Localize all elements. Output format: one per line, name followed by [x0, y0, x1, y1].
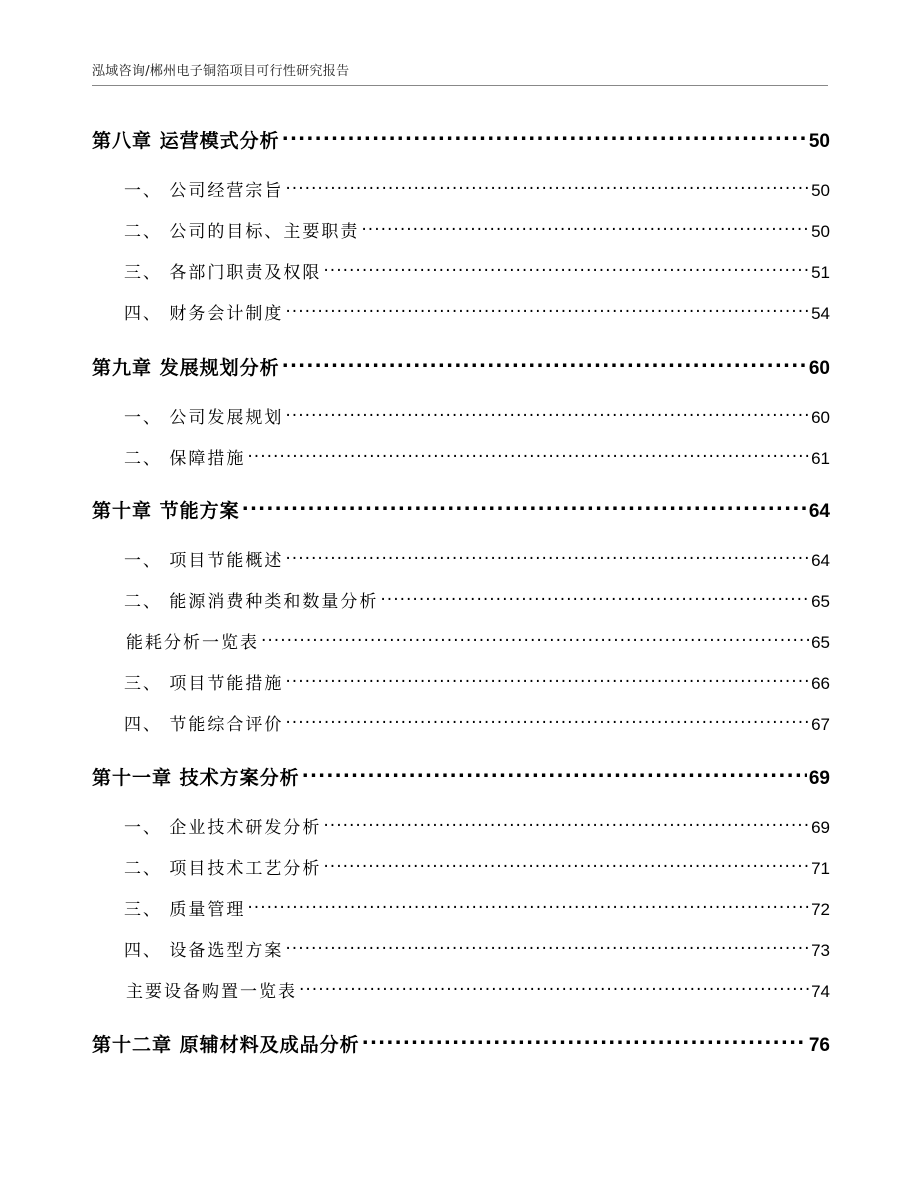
toc-entry-page: 65 [811, 592, 830, 612]
toc-entry-page: 71 [811, 859, 830, 879]
toc-entry-page: 76 [808, 1034, 830, 1056]
toc-entry-page: 61 [811, 449, 830, 469]
toc-entry-page: 60 [808, 357, 830, 379]
toc-entry-label: 一、 公司经营宗旨 [124, 181, 284, 202]
toc-entry-page: 50 [811, 181, 830, 201]
toc-entry-label: 三、 项目节能措施 [124, 674, 284, 695]
toc-entry-label: 三、 质量管理 [124, 900, 246, 921]
toc-entry-section[interactable] [92, 813, 830, 838]
toc-leader-dots [285, 546, 809, 566]
toc-entry-section[interactable] [92, 669, 830, 694]
toc-leader-dots [361, 217, 809, 237]
toc-entry-label: 一、 项目节能概述 [124, 551, 284, 572]
toc-entry-section[interactable] [92, 258, 830, 283]
toc-entry-section[interactable] [92, 403, 830, 428]
toc-entry-label: 第八章 运营模式分析 [92, 129, 280, 152]
toc-entry-page: 54 [811, 304, 830, 324]
toc-entry-section[interactable] [92, 587, 830, 612]
toc-leader-dots [380, 587, 809, 607]
toc-entry-page: 60 [811, 408, 830, 428]
toc-leader-dots [247, 444, 809, 464]
toc-entry-page: 72 [811, 900, 830, 920]
toc-entry-table[interactable] [92, 977, 830, 1002]
toc-entry-section[interactable] [92, 176, 830, 201]
toc-entry-section[interactable] [92, 299, 830, 324]
toc-entry-label: 第九章 发展规划分析 [92, 356, 280, 379]
toc-entry-label: 四、 节能综合评价 [124, 715, 284, 736]
toc-leader-dots [285, 669, 809, 689]
toc-entry-label: 四、 设备选型方案 [124, 941, 284, 962]
toc-leader-dots [299, 977, 809, 997]
toc-entry-label: 三、 各部门职责及权限 [124, 263, 322, 284]
toc-entry-page: 64 [811, 551, 830, 571]
toc-entry-label: 第十二章 原辅材料及成品分析 [92, 1033, 360, 1056]
toc-entry-page: 50 [811, 222, 830, 242]
toc-leader-dots [302, 761, 807, 784]
toc-entry-label: 二、 项目技术工艺分析 [124, 859, 322, 880]
toc-leader-dots [282, 124, 807, 147]
toc-entry-label: 主要设备购置一览表 [126, 982, 297, 1003]
toc-leader-dots [285, 403, 809, 423]
toc-entry-table[interactable] [92, 628, 830, 653]
toc-entry-label: 第十一章 技术方案分析 [92, 766, 300, 789]
toc-entry-chapter-10[interactable] [92, 494, 830, 523]
toc-entry-section[interactable] [92, 444, 830, 469]
toc-entry-label: 能耗分析一览表 [126, 633, 259, 654]
toc-entry-chapter-9[interactable] [92, 351, 830, 380]
toc-leader-dots [282, 351, 807, 374]
toc-entry-label: 第十章 节能方案 [92, 499, 240, 522]
toc-entry-section[interactable] [92, 710, 830, 735]
toc-leader-dots [323, 258, 809, 278]
toc-leader-dots [247, 895, 809, 915]
toc-entry-label: 一、 企业技术研发分析 [124, 818, 322, 839]
toc-entry-chapter-8[interactable] [92, 124, 830, 153]
toc-entry-page: 65 [811, 633, 830, 653]
toc-leader-dots [261, 628, 809, 648]
toc-entry-label: 四、 财务会计制度 [124, 304, 284, 325]
toc-leader-dots [285, 299, 809, 319]
toc-entry-page: 69 [808, 767, 830, 789]
toc-entry-section[interactable] [92, 217, 830, 242]
toc-leader-dots [285, 176, 809, 196]
running-header: 泓域咨询/郴州电子铜箔项目可行性研究报告 [92, 64, 350, 79]
toc-leader-dots [362, 1028, 807, 1051]
toc-entry-chapter-11[interactable] [92, 761, 830, 790]
toc-entry-section[interactable] [92, 895, 830, 920]
toc-entry-section[interactable] [92, 854, 830, 879]
toc-entry-label: 二、 公司的目标、主要职责 [124, 222, 360, 243]
toc-entry-label: 二、 能源消费种类和数量分析 [124, 592, 379, 613]
toc-leader-dots [323, 813, 809, 833]
toc-entry-page: 50 [808, 130, 830, 152]
toc-entry-page: 66 [811, 674, 830, 694]
toc-leader-dots [285, 936, 809, 956]
toc-entry-chapter-12[interactable] [92, 1028, 830, 1057]
toc-entry-section[interactable] [92, 936, 830, 961]
toc-entry-page: 69 [811, 818, 830, 838]
toc-entry-page: 73 [811, 941, 830, 961]
toc-entry-page: 74 [811, 982, 830, 1002]
toc-entry-section[interactable] [92, 546, 830, 571]
toc-entry-page: 51 [811, 263, 830, 283]
toc-entry-page: 67 [811, 715, 830, 735]
toc-entry-page: 64 [808, 500, 830, 522]
header-divider [92, 85, 828, 86]
toc-entry-label: 一、 公司发展规划 [124, 408, 284, 429]
toc-leader-dots [285, 710, 809, 730]
toc-entry-label: 二、 保障措施 [124, 449, 246, 470]
toc-leader-dots [242, 494, 807, 517]
toc-leader-dots [323, 854, 809, 874]
